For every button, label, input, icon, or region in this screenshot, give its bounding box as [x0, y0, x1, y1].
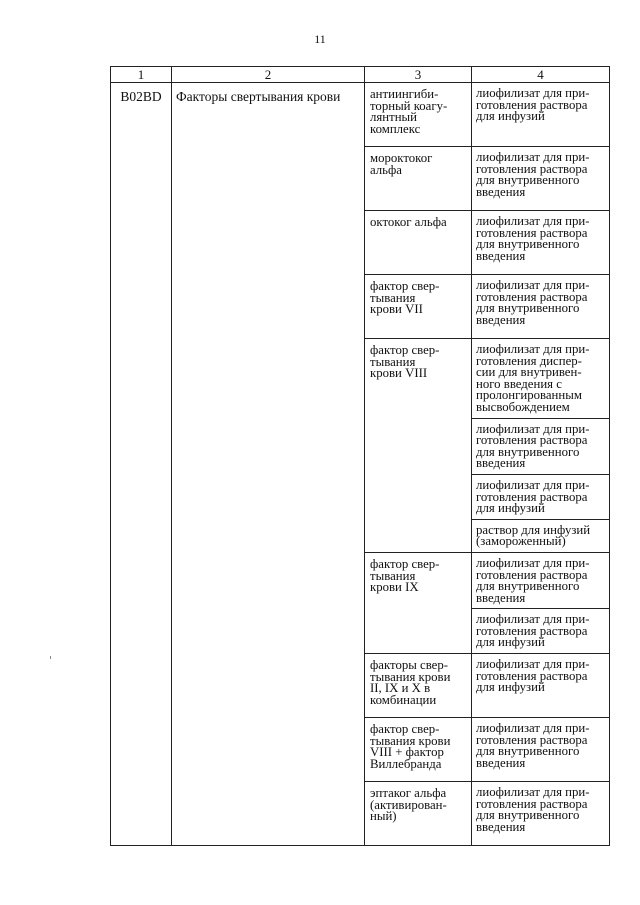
dosage-form: лиофилизат для при- готовления раствора для инфузий — [476, 86, 590, 124]
header-col-1: 1 — [111, 67, 172, 83]
dosage-form: лиофилизат для при- готовления раствора для инфузий — [472, 608, 609, 653]
group-name: Факторы свертывания крови — [172, 83, 365, 846]
atc-code: B02BD — [111, 83, 172, 846]
dosage-form: лиофилизат для при- готовления раствора для внутривенного введения — [476, 278, 590, 327]
dosage-form: лиофилизат для при- готовления раствора для внутривенного введения — [476, 555, 590, 605]
substance-name: эптаког альфа (активирован- ный) — [365, 782, 472, 846]
header-col-2: 2 — [172, 67, 365, 83]
dosage-forms — [472, 654, 610, 718]
dosage-form: лиофилизат для при- готовления раствора для внутривенного введения — [476, 785, 590, 834]
substance-name: факторы свер- тывания крови II, IX и X в комбинации — [365, 654, 472, 718]
header-col-3: 3 — [365, 67, 472, 83]
dosage-forms — [472, 211, 610, 275]
substance-name: фактор свер- тывания крови VII — [365, 275, 472, 339]
substance-name: октоког альфа — [365, 211, 472, 275]
dosage-form: лиофилизат для при- готовления раствора для инфузий — [472, 474, 609, 519]
dosage-form: лиофилизат для при- готовления раствора для внутривенного введения — [476, 150, 590, 199]
scan-speck — [50, 656, 51, 659]
dosage-forms — [472, 83, 610, 147]
dosage-forms — [472, 718, 610, 782]
substance-name: фактор свер- тывания крови VIII — [365, 339, 472, 553]
substance-name: фактор свер- тывания крови VIII + фактор Виллебранда — [365, 718, 472, 782]
dosage-forms — [472, 782, 610, 846]
dosage-forms — [472, 339, 610, 553]
header-row — [111, 67, 610, 83]
header-col-4: 4 — [472, 67, 610, 83]
dosage-form: лиофилизат для при- готовления раствора для внутривенного введения — [472, 418, 609, 474]
substance-name: антиингиби- торный коагу- лянтный комплекс — [365, 83, 472, 147]
dosage-form: лиофилизат для при- готовления раствора для внутривенного введения — [476, 214, 590, 263]
dosage-forms — [472, 147, 610, 211]
dosage-form: лиофилизат для при- готовления раствора для инфузий — [476, 657, 590, 695]
substance-name: фактор свер- тывания крови IX — [365, 552, 472, 653]
substance-name: мороктоког альфа — [365, 147, 472, 211]
drug-table — [110, 66, 610, 846]
dosage-forms — [472, 275, 610, 339]
dosage-form: раствор для инфузий (замороженный) — [472, 519, 609, 552]
table-body — [111, 83, 610, 846]
dosage-form: лиофилизат для при- готовления раствора для внутривенного введения — [476, 721, 590, 770]
table-row — [111, 83, 610, 147]
page-number: 11 — [314, 32, 326, 46]
dosage-form: лиофилизат для при- готовления диспер- сии для внутривен- ного введения с пролонгированным высвобождением — [476, 342, 590, 414]
dosage-forms — [472, 552, 610, 653]
